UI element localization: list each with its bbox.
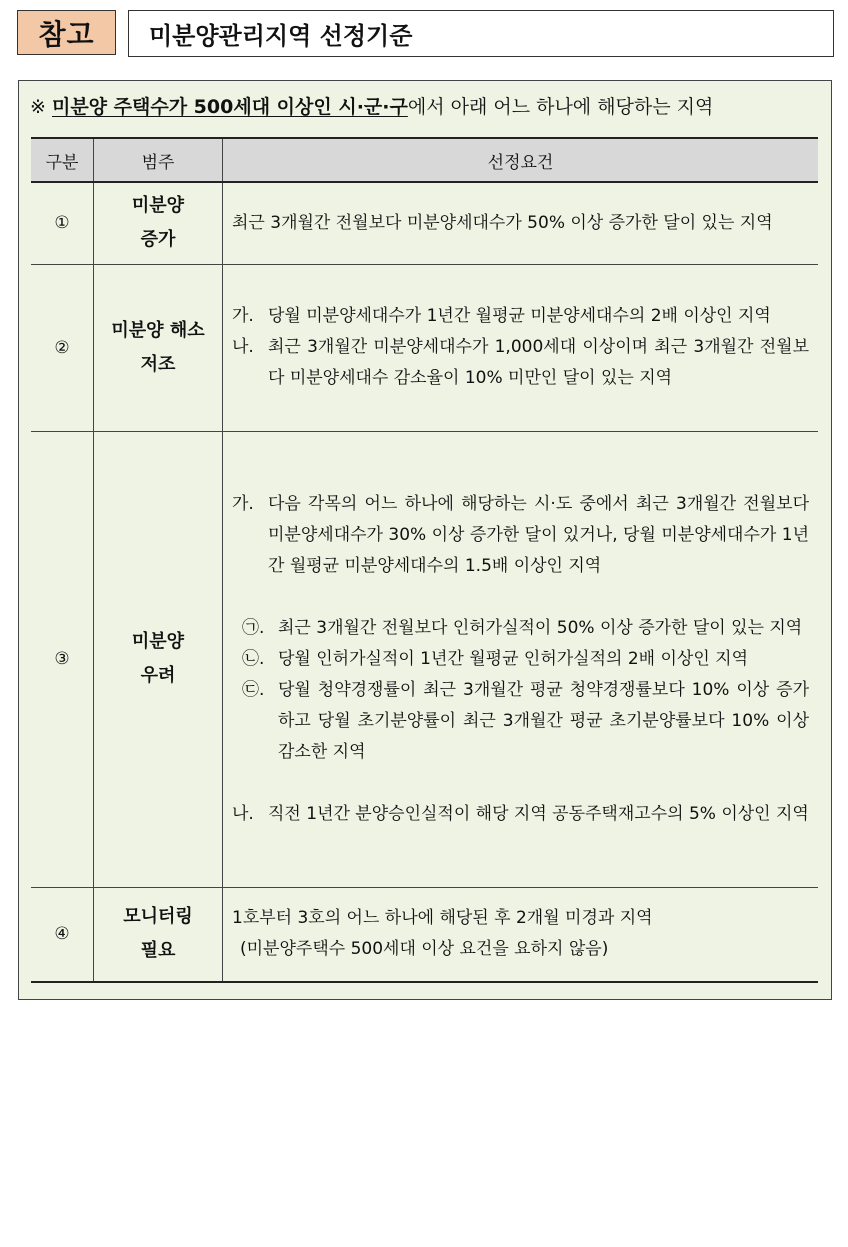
- category-line: 우려: [140, 665, 176, 686]
- page-title: 미분양관리지역 선정기준: [128, 10, 834, 57]
- category-line: 미분양: [131, 195, 185, 217]
- table-header-row: [31, 138, 818, 182]
- row-number: ④: [31, 887, 94, 982]
- row-category: [94, 431, 223, 887]
- item-text: 직전 1년간 분양승인실적이 해당 지역 공동주택재고수의 5% 이상인 지역: [268, 803, 809, 824]
- criteria-note: [30, 92, 820, 119]
- table-row: [31, 264, 818, 431]
- sub-label: ㉠.: [242, 617, 265, 638]
- reference-tag: 참고: [17, 10, 116, 55]
- table-row: [31, 887, 818, 982]
- category-line: 미분양 해소: [111, 319, 205, 341]
- table-row: [31, 182, 818, 264]
- requirement-item: [232, 332, 809, 394]
- row-category: [94, 182, 223, 264]
- note-condition: 미분양 주택수가 500세대 이상인 시·군·구: [51, 96, 408, 118]
- row-requirement: 최근 3개월간 전월보다 미분양세대수가 50% 이상 증가한 달이 있는 지역: [223, 182, 819, 264]
- row-category: [94, 887, 223, 982]
- row-number: ①: [31, 182, 94, 264]
- sub-label: ㉡.: [242, 648, 265, 669]
- row-category: [94, 264, 223, 431]
- table-row: [31, 431, 818, 887]
- criteria-table: [31, 137, 818, 983]
- item-label: 가.: [232, 493, 254, 514]
- row-number: ②: [31, 264, 94, 431]
- row-requirement: [223, 264, 819, 431]
- item-label: 나.: [232, 337, 254, 357]
- sub-item: [242, 675, 809, 768]
- category-line: 증가: [140, 229, 176, 251]
- row-requirement: [223, 431, 819, 887]
- row-number: ③: [31, 431, 94, 887]
- requirement-item: [232, 799, 809, 830]
- requirement-item: [232, 301, 809, 332]
- item-label: 나.: [232, 803, 254, 824]
- sub-item: [242, 613, 809, 644]
- category-line: 필요: [140, 940, 176, 962]
- header-requirement: 선정요건: [223, 138, 819, 182]
- header-category: 범주: [94, 138, 223, 182]
- item-text: 당월 미분양세대수가 1년간 월평균 미분양세대수의 2배 이상인 지역: [268, 306, 771, 326]
- sub-label: ㉢.: [242, 679, 265, 700]
- sub-text: 최근 3개월간 전월보다 인허가실적이 50% 이상 증가한 달이 있는 지역: [278, 617, 803, 638]
- category-line: 미분양: [131, 631, 185, 652]
- note-mark: ※: [30, 96, 46, 118]
- category-line: 저조: [140, 353, 176, 375]
- sub-text: 당월 인허가실적이 1년간 월평균 인허가실적의 2배 이상인 지역: [278, 648, 749, 669]
- item-text: 다음 각목의 어느 하나에 해당하는 시·도 중에서 최근 3개월간 전월보다 미분양세대수가 30% 이상 증가한 달이 있거나, 당월 미분양세대수가 1년간 월평균 미분양세대수의 1.5배 이상인 지역: [268, 493, 809, 576]
- requirement-item: [232, 489, 809, 582]
- requirement-line: 1호부터 3호의 어느 하나에 해당된 후 2개월 미경과 지역: [232, 908, 653, 929]
- row-requirement: [223, 887, 819, 982]
- requirement-line: (미분양주택수 500세대 이상 요건을 요하지 않음): [240, 939, 609, 960]
- sub-text: 당월 청약경쟁률이 최근 3개월간 평균 청약경쟁률보다 10% 이상 증가하고 당월 초기분양률이 최근 3개월간 평균 초기분양률보다 10% 이상 감소한 지역: [278, 679, 809, 762]
- header-division: 구분: [31, 138, 94, 182]
- category-line: 모니터링: [123, 906, 193, 928]
- note-rest: 에서 아래 어느 하나에 해당하는 지역: [407, 96, 714, 118]
- item-label: 가.: [232, 306, 254, 326]
- item-text: 최근 3개월간 미분양세대수가 1,000세대 이상이며 최근 3개월간 전월보다 미분양세대수 감소율이 10% 미만인 달이 있는 지역: [268, 337, 809, 388]
- sub-item: [242, 644, 809, 675]
